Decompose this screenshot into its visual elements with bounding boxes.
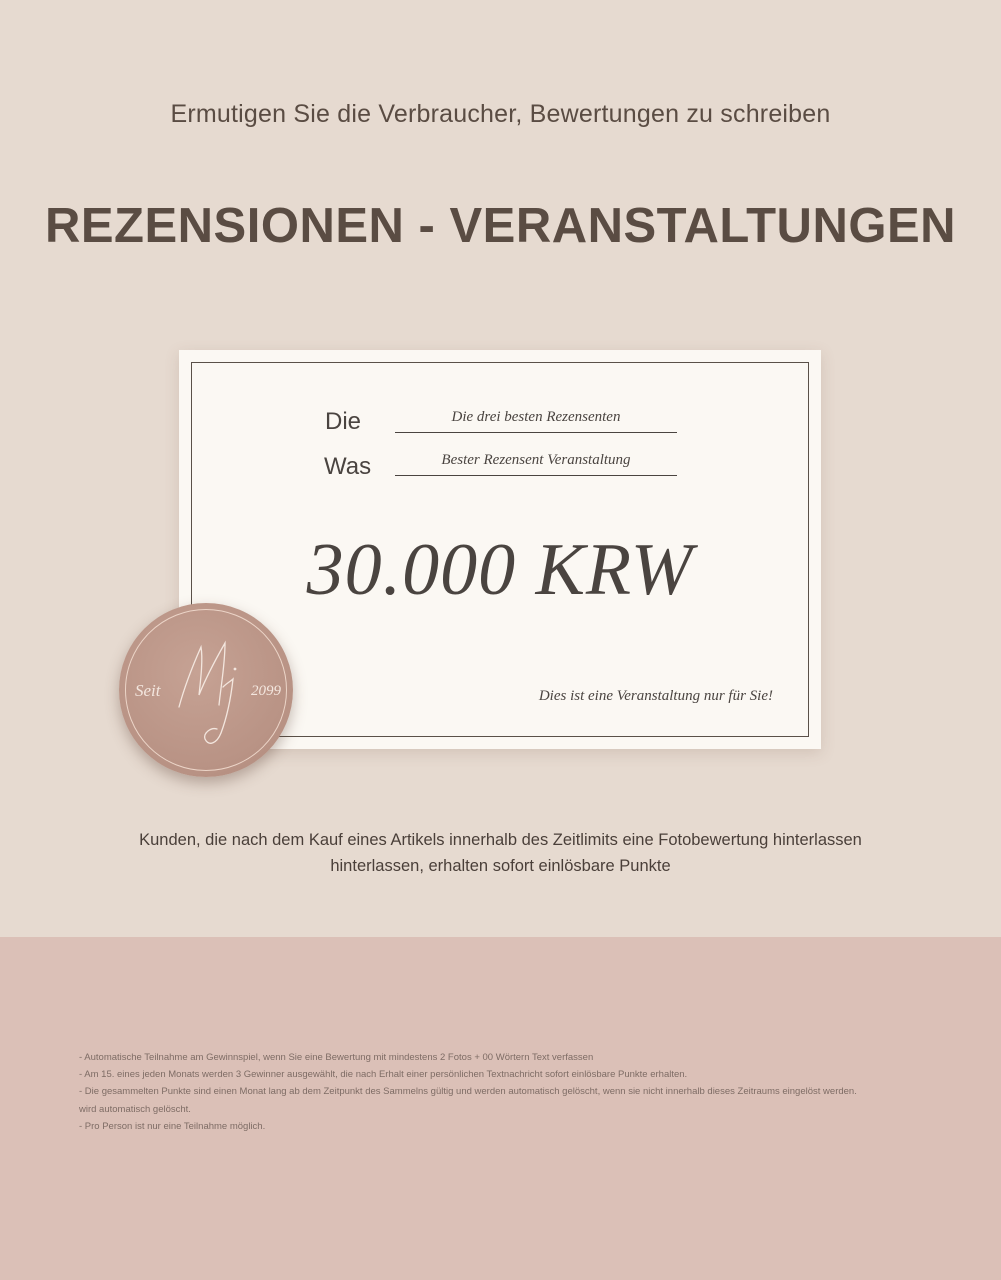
seal-monogram-logo [171, 625, 251, 755]
seal-left-text: Seit [135, 681, 161, 700]
who-label: Die [325, 408, 362, 435]
wax-seal [119, 603, 293, 777]
what-value: Bester Rezensent Veranstaltung [395, 452, 677, 476]
seal-right-text: 2099 [251, 683, 281, 699]
page-title: REZENSIONEN - VERANSTALTUNGEN [44, 199, 957, 253]
who-value: Die drei besten Rezensenten [395, 409, 677, 433]
terms-item: - Am 15. eines jeden Monats werden 3 Gewinner ausgewählt, die nach Erhalt einer persönlichen Textnachricht sofort einlösbare Punkte erhalten. [79, 1069, 688, 1081]
voucher-note: Dies ist eine Veranstaltung nur für Sie! [538, 688, 773, 704]
terms-item: - Automatische Teilnahme am Gewinnspiel, wenn Sie eine Bewertung mit mindestens 2 Fotos + 00 Wörtern Text verfassen [79, 1052, 594, 1063]
event-description [100, 827, 901, 879]
terms-section [0, 937, 1001, 1280]
terms-list [79, 1049, 939, 1135]
description-line-1: Kunden, die nach dem Kauf eines Artikels innerhalb des Zeitlimits eine Fotobewertung hinterlassen [139, 831, 862, 849]
terms-item: wird automatisch gelöscht. [79, 1103, 191, 1115]
page-subtitle: Ermutigen Sie die Verbraucher, Bewertungen zu schreiben [170, 100, 831, 128]
voucher-amount: 30.000 KRW [306, 529, 694, 611]
terms-item: - Pro Person ist nur eine Teilnahme möglich. [79, 1120, 266, 1132]
description-line-2: hinterlassen, erhalten sofort einlösbare Punkte [330, 857, 671, 875]
what-label: Was [324, 453, 372, 480]
terms-item: - Die gesammelten Punkte sind einen Monat lang ab dem Zeitpunkt des Sammelns gültig und werden automatisch gelöscht, wenn sie nicht innerhalb dieses Zeitraums eingelöst werden. [79, 1086, 857, 1098]
